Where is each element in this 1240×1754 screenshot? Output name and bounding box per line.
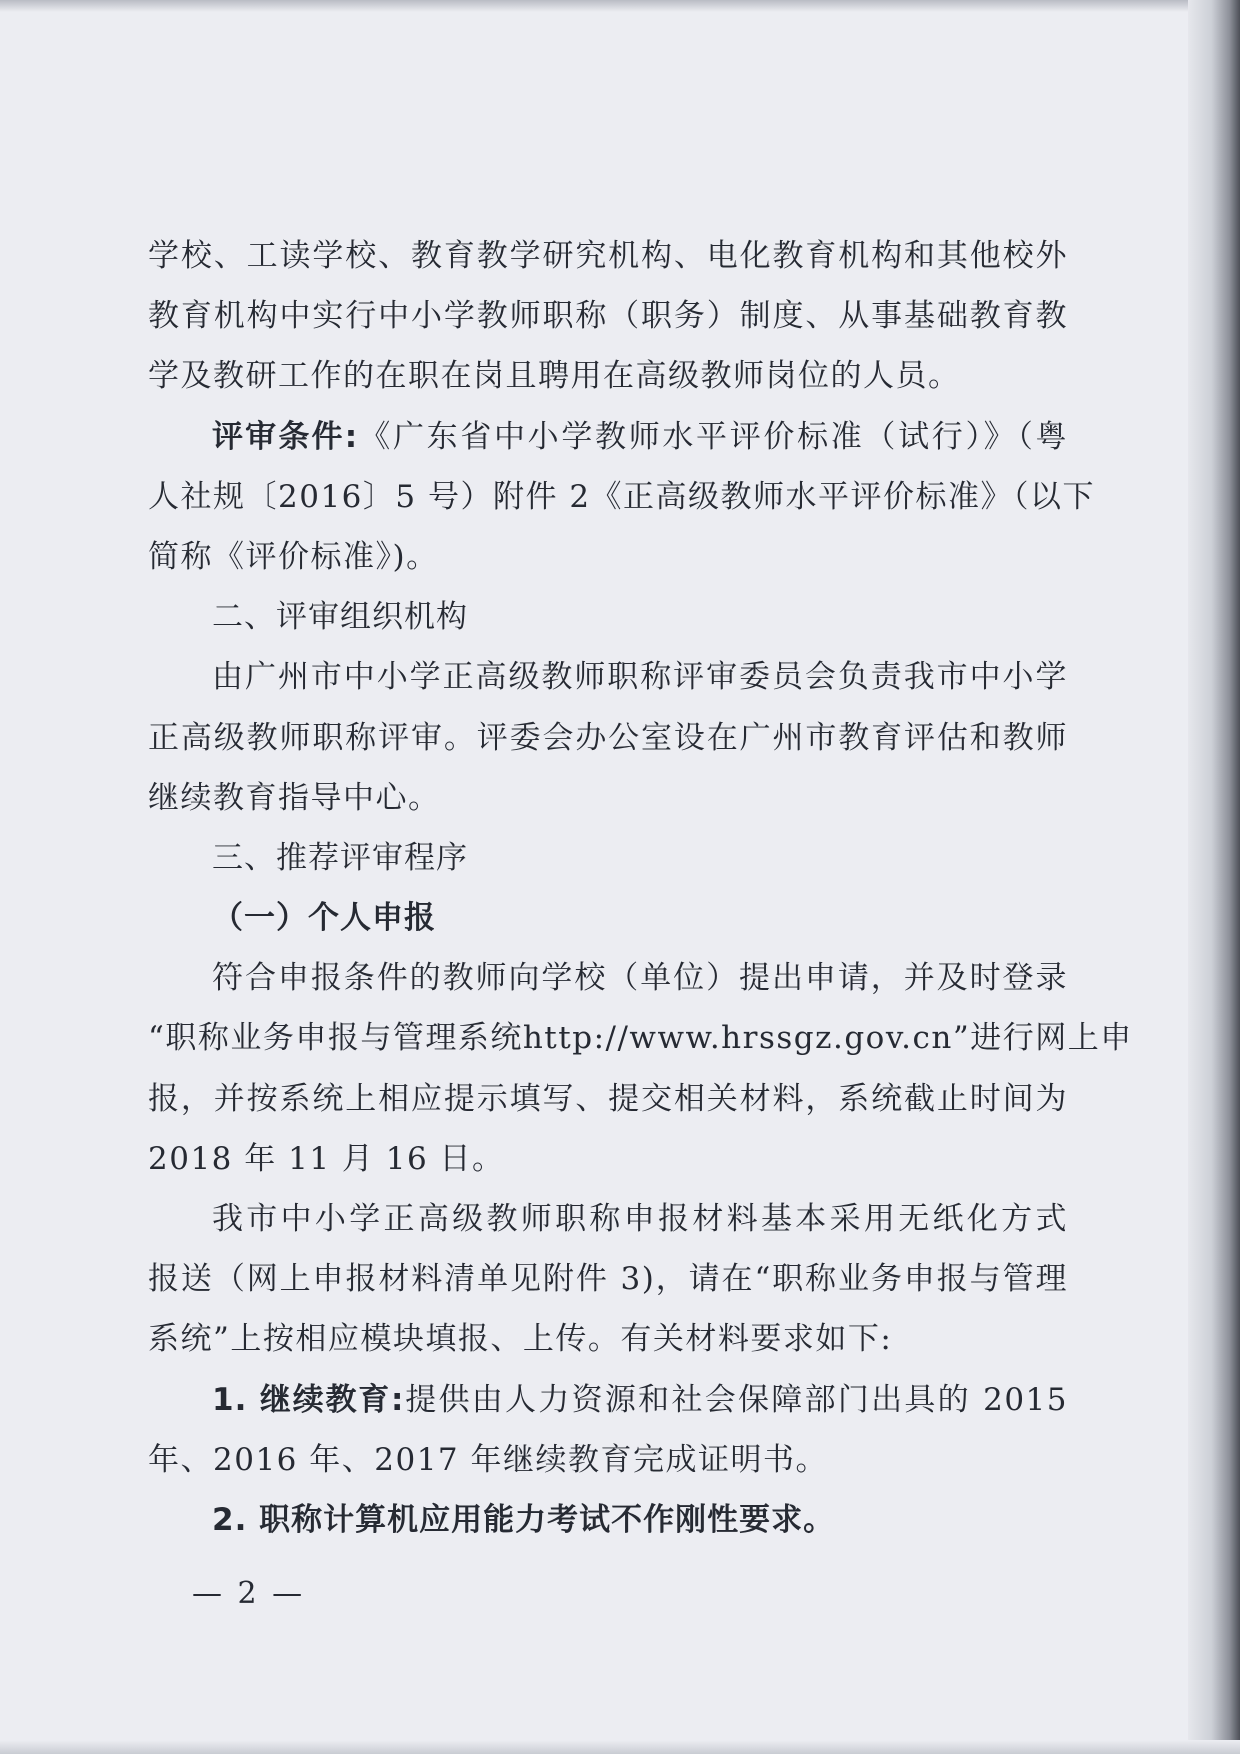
text-line: 学校、工读学校、教育教学研究机构、电化教育机构和其他校外 [148, 238, 1068, 274]
text-line: 由广州市中小学正高级教师职称评审委员会负责我市中小学 [212, 659, 1068, 696]
paragraph-paperless-submission [148, 1189, 1068, 1370]
review-conditions-label: 评审条件: [212, 418, 359, 455]
text-line: 学及教研工作的在职在岗且聘用在高级教师岗位的人员。 [148, 358, 961, 395]
scan-shadow-top [0, 0, 1240, 12]
text-line: 系统”上按相应模块填报、上传。有关材料要求如下: [148, 1321, 893, 1358]
list-item-computer-exam: 2. 职称计算机应用能力考试不作刚性要求。 [212, 1501, 836, 1538]
text-line: 我市中小学正高级教师职称申报材料基本采用无纸化方式 [212, 1201, 1068, 1237]
list-item-continuing-education [148, 1370, 1068, 1490]
text-span: 提供由人力资源和社会保障部门出具的 2015 [404, 1381, 1068, 1418]
text-line: 简称《评价标准》)。 [148, 538, 439, 575]
text-line: 教育机构中实行中小学教师职称（职务）制度、从事基础教育教 [148, 298, 1068, 335]
paragraph-eligible-personnel [148, 226, 1068, 407]
section-heading-review-organization: 二、评审组织机构 [212, 599, 468, 636]
paragraph-review-committee [148, 647, 1068, 828]
text-line: 继续教育指导中心。 [148, 779, 441, 816]
text-line: 2018 年 11 月 16 日。 [148, 1140, 505, 1177]
text-line [148, 407, 1068, 467]
text-line: 年、2016 年、2017 年继续教育完成证明书。 [148, 1441, 828, 1478]
document-body [148, 226, 1133, 1550]
subsection-heading-personal-application: （一）个人申报 [212, 900, 436, 937]
page-number: — 2 — [192, 1576, 306, 1611]
continuing-education-label: 1. 继续教育: [212, 1381, 405, 1418]
paragraph-online-application [148, 948, 1133, 1189]
text-line: 报，并按系统上相应提示填写、提交相关材料，系统截止时间为 [148, 1080, 1068, 1117]
text-line: 符合申报条件的教师向学校（单位）提出申请，并及时登录 [212, 960, 1068, 997]
section-heading-review-procedure: 三、推荐评审程序 [212, 839, 468, 876]
scan-shadow-bottom [0, 1740, 1240, 1754]
text-line: “职称业务申报与管理系统http://www.hrssgz.gov.cn”进行网上申 [148, 1020, 1133, 1057]
text-span: 《广东省中小学教师水平评价标准（试行）》（粤 [358, 418, 1068, 455]
text-line [148, 1370, 1068, 1430]
paragraph-review-conditions [148, 407, 1096, 588]
text-line: 人社规〔2016〕5 号）附件 2《正高级教师水平评价标准》（以下 [148, 478, 1096, 515]
text-line: 报送（网上申报材料清单见附件 3)，请在“职称业务申报与管理 [148, 1261, 1068, 1298]
text-line: 正高级教师职称评审。评委会办公室设在广州市教育评估和教师 [148, 719, 1068, 756]
scan-binding-edge [1188, 0, 1240, 1754]
